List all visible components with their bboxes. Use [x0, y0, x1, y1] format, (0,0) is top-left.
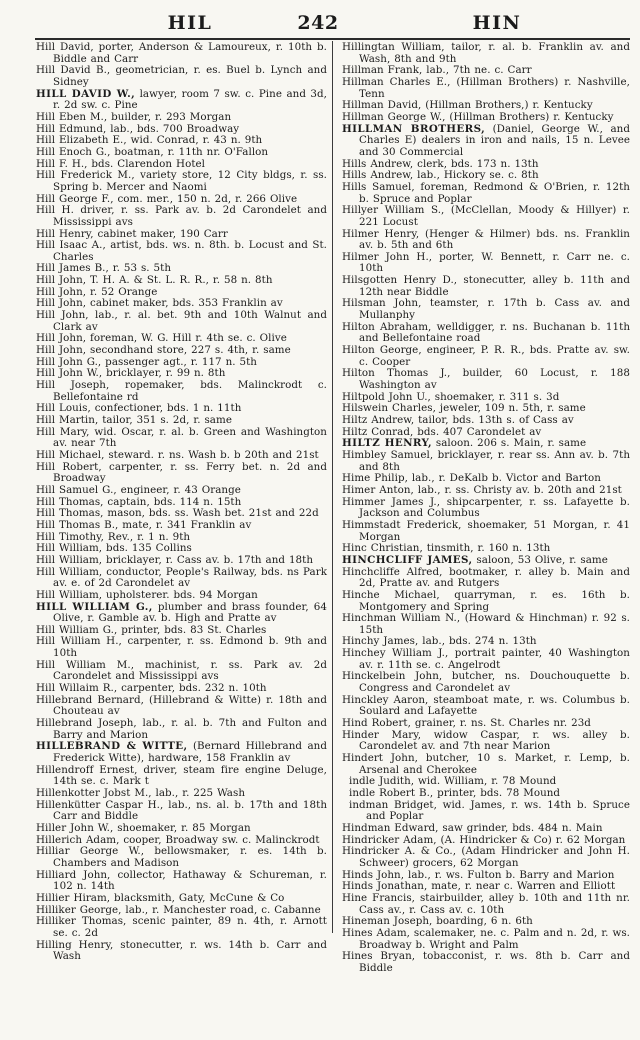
directory-entry: Hillyer William S., (McClellan, Moody & Hillyer) r. 221 Locust	[342, 204, 630, 228]
running-head-left: HIL	[167, 12, 213, 34]
directory-entry: Hindricker Adam, (A. Hindricker & Co) r. 62 Morgan	[342, 833, 626, 846]
directory-entry: Hillingtan William, tailor, r. al. b. Franklin av. and Wash, 8th and 9th	[342, 41, 630, 65]
running-head	[36, 12, 630, 34]
directory-entry: Hill Joseph, ropemaker, bds. Malinckrodt c. Bellefontaine rd	[36, 379, 327, 403]
directory-entry: Hill John, T. H. A. & St. L. R. R., r. 58 n. 8th	[36, 274, 273, 287]
directory-entry: Hime Philip, lab., r. DeKalb b. Victor and Barton	[342, 472, 601, 485]
directory-entry: Hill William H., carpenter, r. ss. Edmond b. 9th and 10th	[36, 635, 327, 660]
directory-entry: Hinder Mary, widow Caspar, r. ws. alley b. Carondelet av. and 7th near Marion	[342, 728, 630, 753]
directory-entry: Hill John, secondhand store, 227 s. 4th, r. same	[36, 344, 291, 357]
directory-entry: Hilton Abraham, welldigger, r. ns. Buchanan b. 11th and Bellefontaine road	[342, 320, 630, 345]
directory-entry: Hillman Charles E., (Hillman Brothers) r. Nashville, Tenn	[342, 75, 630, 100]
directory-entry: Hillman David, (Hillman Brothers,) r. Kentucky	[342, 99, 593, 112]
directory-entry: Hill Thomas, mason, bds. ss. Wash bet. 21st and 22d	[36, 507, 319, 520]
directory-entry: Hilswein Charles, jeweler, 109 n. 5th, r. same	[342, 402, 586, 415]
directory-entry: Hiltpold John U., shoemaker, r. 311 s. 3d	[342, 390, 560, 403]
directory-entry: Hill David B., geometrician, r. es. Buel b. Lynch and Sidney	[36, 64, 327, 88]
directory-entry: Hill John G., passenger agt., r. 117 n. 5th	[36, 355, 257, 368]
directory-entry: Hinc Christian, tinsmith, r. 160 n. 13th	[342, 542, 551, 555]
directory-entry: HILLEBRAND & WITTE, (Bernard Hillebrand and Frederick Witte), hardware, 158 Franklin av	[36, 740, 327, 765]
directory-entry: Hillebrand Joseph, lab., r. al. b. 7th and Fulton and Barry and Marion	[36, 717, 327, 741]
directory-entry: Hill Willaim R., carpenter, bds. 232 n. 10th	[36, 682, 267, 695]
directory-entry: Hill Thomas, captain, bds. 114 n. 15th	[36, 495, 242, 508]
directory-entry: Hilsman John, teamster, r. 17th b. Cass av. and Mullanphy	[342, 297, 630, 322]
directory-column-right	[338, 42, 630, 975]
directory-entry: Hinche Michael, quarryman, r. es. 16th b. Montgomery and Spring	[342, 588, 630, 613]
directory-entry: Hinchman William N., (Howard & Hinchman) r. 92 s. 15th	[342, 612, 630, 636]
directory-entry: Hillenkotter Jobst M., lab., r. 225 Wash	[36, 787, 246, 799]
directory-entry: Hiltz Andrew, tailor, bds. 13th s. of Cass av	[342, 414, 574, 426]
directory-entry: Hill David, porter, Anderson & Lamoureux, r. 10th b. Biddle and Carr	[36, 41, 327, 65]
directory-entry: Hilliker George, lab., r. Manchester road, c. Cabanne	[36, 903, 321, 916]
directory-entry: Hill William M., machinist, r. ss. Park av. 2d Carondelet and Mississippi avs	[36, 658, 327, 683]
directory-entry: Hill Samuel G., engineer, r. 43 Orange	[36, 483, 241, 496]
directory-entry: Hillendroff Ernest, driver, steam fire engine Deluge, 14th se. c. Mark t	[36, 763, 327, 788]
directory-column-left	[36, 42, 327, 975]
entry-bold-name: HILLEBRAND & WITTE,	[36, 740, 188, 753]
directory-entry: Hillier Hiram, blacksmith, Gaty, McCune & Co	[36, 891, 285, 904]
directory-columns	[36, 42, 630, 975]
directory-entry: Hilling Henry, stonecutter, r. ws. 14th b. Carr and Wash	[36, 938, 327, 963]
directory-entry: Hindricker A. & Co., (Adam Hindricker and John H. Schweer) grocers, 62 Morgan	[342, 845, 630, 869]
directory-entry: Hill William, upholsterer. bds. 94 Morgan	[36, 588, 258, 601]
directory-entry: Hilton Thomas J., builder, 60 Locust, r. 188 Washington av	[342, 367, 630, 392]
directory-entry: Hill Isaac A., artist, bds. ws. n. 8th. b. Locust and St. Charles	[36, 239, 327, 263]
directory-entry: Hill Henry, cabinet maker, 190 Carr	[36, 227, 228, 240]
directory-entry: Hill John W., bricklayer, r. 99 n. 8th	[36, 367, 226, 380]
entry-bold-name: HILLMAN BROTHERS,	[342, 122, 486, 135]
directory-entry: Hiller John W., shoemaker, r. 85 Morgan	[36, 821, 251, 834]
directory-entry: Hilliker Thomas, scenic painter, 89 n. 4th, r. Arnott se. c. 2d	[36, 915, 327, 939]
directory-entry: Hill Thomas B., mate, r. 341 Franklin av	[36, 518, 252, 531]
directory-entry: Hillenkütter Caspar H., lab., ns. al. b. 17th and 18th Carr and Biddle	[36, 798, 327, 823]
page-number: 242	[297, 12, 339, 34]
directory-entry: HILL WILLIAM G., plumber and brass founder, 64 Olive, r. Gamble av. b. High and Pratte av	[36, 600, 327, 625]
directory-entry: Hill John, r. 52 Orange	[36, 285, 158, 298]
directory-entry: Hinchcliffe Alfred, bootmaker, r. alley b. Main and 2d, Pratte av. and Rutgers	[342, 565, 630, 590]
directory-entry: Hill William, bricklayer, r. Cass av. b. 17th and 18th	[36, 553, 314, 566]
directory-entry: Hillebrand Bernard, (Hillebrand & Witte) r. 18th and Chouteau av	[36, 693, 327, 718]
directory-entry: HILL DAVID W., lawyer, room 7 sw. c. Pine and 3d, r. 2d sw. c. Pine	[36, 87, 327, 112]
directory-entry: Himbley Samuel, bricklayer, r. rear ss. Ann av. b. 7th and 8th	[342, 448, 630, 473]
entry-bold-name: HINCHCLIFF JAMES,	[342, 553, 473, 566]
directory-entry: Himmstadt Frederick, shoemaker, 51 Morgan, r. 41 Morgan	[342, 518, 630, 543]
directory-entry: Hill Enoch G., boatman, r. 11th nr. O'Fallon	[36, 145, 269, 158]
directory-entry: Hilmer John H., porter, W. Bennett, r. Carr ne. c. 10th	[342, 250, 630, 275]
directory-entry: Hill Edmund, lab., bds. 700 Broadway	[36, 122, 240, 135]
directory-entry: Hill William, bds. 135 Collins	[36, 542, 192, 555]
directory-entry: Hilliar George W., bellowsmaker, r. es. 14th b. Chambers and Madison	[36, 845, 327, 869]
directory-entry: indman Bridget, wid. James, r. ws. 14th b. Spruce and Poplar	[349, 798, 630, 823]
directory-entry: Hill Timothy, Rev., r. 1 n. 9th	[36, 530, 191, 543]
directory-entry: Hiltz Conrad, bds. 407 Carondelet av	[342, 425, 542, 438]
directory-entry: Hinckelbein John, butcher, ns. Douchouquette b. Congress and Carondelet av	[342, 670, 630, 695]
directory-entry: indle Judith, wid. William, r. 78 Mound	[349, 775, 557, 788]
directory-entry: Hill John, foreman, W. G. Hill r. 4th se. c. Olive	[36, 332, 287, 345]
directory-entry: Hill Martin, tailor, 351 s. 2d, r. same	[36, 414, 232, 426]
directory-entry: Hillman Frank, lab., 7th ne. c. Carr	[342, 64, 532, 77]
directory-entry: Hindert John, butcher, 10 s. Market, r. Lemp, b. Arsenal and Cherokee	[342, 752, 630, 776]
directory-entry: Hilton George, engineer, P. R. R., bds. Pratte av. sw. c. Cooper	[342, 344, 630, 368]
directory-entry: Hineman Joseph, boarding, 6 n. 6th	[342, 915, 533, 928]
header-rule	[35, 38, 630, 40]
directory-entry: Hind Robert, grainer, r. ns. St. Charles nr. 23d	[342, 717, 591, 730]
directory-entry: Hills Andrew, clerk, bds. 173 n. 13th	[342, 157, 539, 170]
directory-entry: Himmer James J., shipcarpenter, r. ss. Lafayette b. Jackson and Columbus	[342, 495, 630, 520]
directory-entry: Hinckley Aaron, steamboat mate, r. ws. Columbus b. Soulard and Lafayette	[342, 693, 630, 718]
directory-entry: Hill H. driver, r. ss. Park av. b. 2d Carondelet and Mississippi avs	[36, 204, 327, 228]
directory-entry: Hilliard John, collector, Hathaway & Schureman, r. 102 n. 14th	[36, 868, 327, 893]
directory-entry: Hill James B., r. 53 s. 5th	[36, 262, 172, 275]
directory-entry: Hinds John, lab., r. ws. Fulton b. Barry and Marion	[342, 868, 615, 881]
directory-entry: HILTZ HENRY, saloon. 206 s. Main, r. same	[342, 437, 587, 450]
directory-entry: Hill Robert, carpenter, r. ss. Ferry bet. n. 2d and Broadway	[36, 460, 327, 485]
directory-entry: Hindman Edward, saw grinder, bds. 484 n. Main	[342, 821, 603, 834]
directory-entry: Hill William G., printer, bds. 83 St. Charles	[36, 623, 267, 636]
directory-entry: HILLMAN BROTHERS, (Daniel, George W., and Charles E) dealers in iron and nails, 15 n. Levee and 30 Commercial	[342, 122, 630, 158]
directory-entry: Hills Andrew, lab., Hickory se. c. 8th	[342, 169, 539, 182]
directory-entry: Hill Elizabeth E., wid. Conrad, r. 43 n. 9th	[36, 134, 263, 147]
directory-entry: Hines Adam, scalemaker, ne. c. Palm and n. 2d, r. ws. Broadway b. Wright and Palm	[342, 926, 630, 951]
directory-entry: indle Robert B., printer, bds. 78 Mound	[349, 787, 561, 799]
directory-entry: Hill F. H., bds. Clarendon Hotel	[36, 157, 205, 170]
directory-entry: Hill John, lab., r. al. bet. 9th and 10th Walnut and Clark av	[36, 309, 327, 333]
directory-entry: Hillerich Adam, cooper, Broadway sw. c. Malinckrodt	[36, 833, 320, 846]
directory-entry: Hill Eben M., builder, r. 293 Morgan	[36, 110, 232, 123]
directory-entry: Hill George F., com. mer., 150 n. 2d, r. 266 Olive	[36, 192, 298, 205]
directory-entry: Hines Bryan, tobacconist, r. ws. 8th b. Carr and Biddle	[342, 950, 630, 974]
directory-entry: Hills Samuel, foreman, Redmond & O'Brien, r. 12th b. Spruce and Poplar	[342, 180, 630, 205]
directory-entry: Hill Louis, confectioner, bds. 1 n. 11th	[36, 402, 242, 415]
directory-entry: Hill Michael, steward. r. ns. Wash b. b 20th and 21st	[36, 448, 319, 461]
directory-entry: Hine Francis, stairbuilder, alley b. 10th and 11th nr. Cass av., r. Cass av. c. 10th	[342, 891, 630, 916]
directory-entry: Hill Frederick M., variety store, 12 City bldgs, r. ss. Spring b. Mercer and Naomi	[36, 169, 327, 193]
directory-entry: Hinchy James, lab., bds. 274 n. 13th	[342, 635, 537, 648]
directory-entry: HINCHCLIFF JAMES, saloon, 53 Olive, r. same	[342, 553, 608, 566]
directory-entry: Hill Mary, wid. Oscar, r. al. b. Green and Washington av. near 7th	[36, 425, 327, 450]
directory-entry: Hinchey William J., portrait painter, 40 Washington av. r. 11th se. c. Angelrodt	[342, 647, 630, 671]
entry-bold-name: HILTZ HENRY,	[342, 437, 432, 450]
entry-bold-name: HILL WILLIAM G.,	[36, 600, 153, 613]
directory-entry: Hill William, conductor, People's Railway, bds. ns Park av. e. of 2d Carondelet av	[36, 565, 327, 590]
directory-entry: Hilmer Henry, (Henger & Hilmer) bds. ns. Franklin av. b. 5th and 6th	[342, 227, 630, 252]
directory-entry: Hilsgotten Henry D., stonecutter, alley b. 11th and 12th near Biddle	[342, 274, 630, 298]
directory-entry: Himer Anton, lab., r. ss. Christy av. b. 20th and 21st	[342, 483, 622, 496]
directory-entry: Hill John, cabinet maker, bds. 353 Franklin av	[36, 297, 283, 310]
entry-bold-name: HILL DAVID W.,	[36, 87, 136, 100]
running-head-right: HIN	[472, 12, 522, 34]
directory-entry: Hinds Jonathan, mate, r. near c. Warren and Elliott	[342, 880, 616, 893]
directory-entry: Hillman George W., (Hillman Brothers) r. Kentucky	[342, 110, 614, 123]
